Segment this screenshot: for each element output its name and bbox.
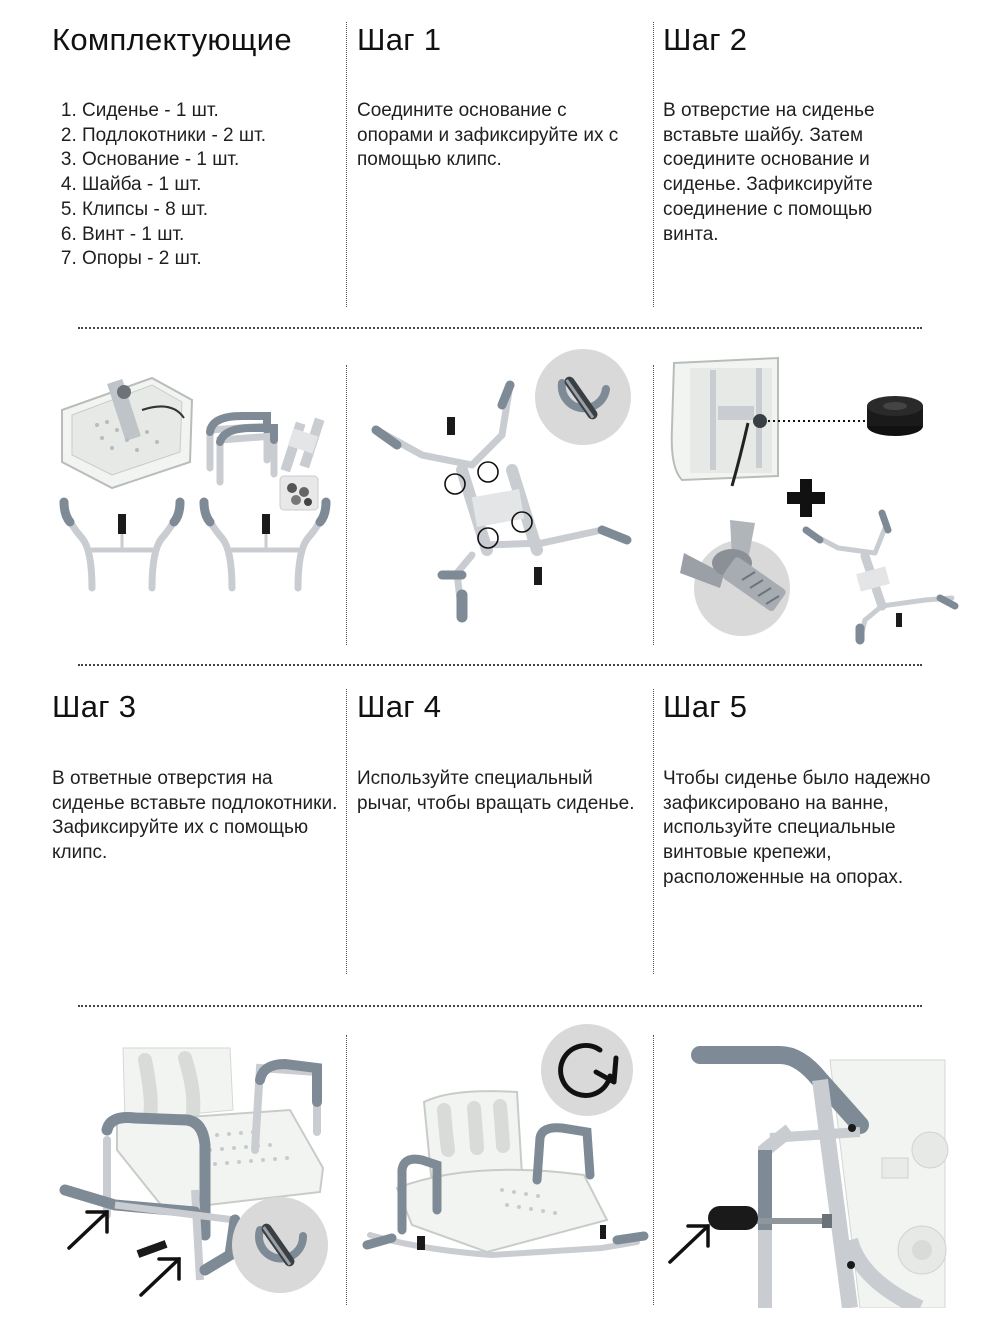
step-2-text: В отверстие на сиденье вставьте шайбу. Затем соедините основание и сиденье. Зафиксируйте соединение с помощью винта. xyxy=(663,100,875,245)
step-3-illustration xyxy=(55,1040,340,1310)
wing-screw xyxy=(680,520,790,636)
step-4-illustration xyxy=(362,1010,652,1300)
column-divider xyxy=(346,689,347,974)
components-item: 7. Опоры - 2 шт. xyxy=(82,247,332,272)
row-divider xyxy=(78,1005,922,1007)
components-title: Комплектующие xyxy=(52,22,292,57)
step-3-text: В ответные отверстия на сиденье вставьте подлокотники. Зафиксируйте их с помощью клипс. xyxy=(52,768,338,864)
seat-part xyxy=(62,378,192,488)
base-part xyxy=(281,418,325,473)
column-divider xyxy=(346,1035,347,1305)
clip-detail xyxy=(535,349,631,445)
leg-parts xyxy=(64,502,326,588)
clamp-closeup xyxy=(700,1055,948,1308)
column-divider xyxy=(653,1035,654,1305)
swivel-chair xyxy=(367,1091,644,1255)
column-divider xyxy=(653,22,654,307)
column-divider xyxy=(346,365,347,645)
column-divider xyxy=(653,365,654,645)
arrow-icon xyxy=(670,1226,708,1262)
arrow-icon xyxy=(69,1212,107,1248)
step-1-title: Шаг 1 xyxy=(357,22,442,57)
step-1-text: Соедините основание с опорами и зафиксируйте их с помощью клипс. xyxy=(357,100,619,171)
step-2-title: Шаг 2 xyxy=(663,22,748,57)
components-item: 5. Клипсы - 8 шт. xyxy=(82,198,332,223)
row-divider xyxy=(78,327,922,329)
arrow-icon xyxy=(141,1259,179,1295)
step-5-text: Чтобы сиденье было надежно зафиксировано на ванне, используйте специальные винтовые крепежи, расположенные на опорах. xyxy=(663,768,931,888)
components-item: 2. Подлокотники - 2 шт. xyxy=(82,124,332,149)
column-divider xyxy=(653,689,654,974)
step-1-illustration xyxy=(362,345,652,630)
components-item: 4. Шайба - 1 шт. xyxy=(82,173,332,198)
clips-bag xyxy=(280,476,318,510)
components-item: 3. Основание - 1 шт. xyxy=(82,148,332,173)
plus-icon xyxy=(787,479,825,517)
step-2-illustration xyxy=(660,348,960,648)
step-5-illustration xyxy=(660,1040,950,1308)
components-item: 1. Сиденье - 1 шт. xyxy=(82,99,332,124)
step-3-title: Шаг 3 xyxy=(52,689,137,724)
components-list xyxy=(52,99,332,272)
step-4-title: Шаг 4 xyxy=(357,689,442,724)
step-5-title: Шаг 5 xyxy=(663,689,748,724)
components-illustration xyxy=(52,370,342,610)
seat-underside xyxy=(672,358,778,486)
armrest-parts xyxy=(210,416,274,482)
row-divider xyxy=(78,664,922,666)
base-assembled xyxy=(806,513,955,640)
clip-detail xyxy=(232,1197,328,1293)
components-item: 6. Винт - 1 шт. xyxy=(82,223,332,248)
column-divider xyxy=(346,22,347,307)
rotate-badge xyxy=(541,1024,633,1116)
step-4-text: Используйте специальный рычаг, чтобы вращать сиденье. xyxy=(357,768,635,814)
washer xyxy=(867,396,923,436)
